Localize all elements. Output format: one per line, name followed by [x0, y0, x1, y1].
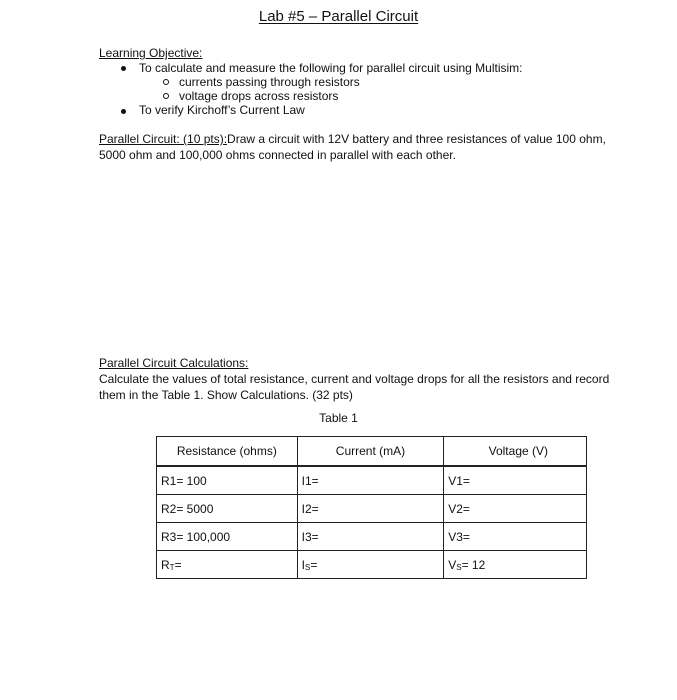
table-header-row: [157, 437, 587, 467]
results-table: [156, 436, 587, 579]
objective-subitem-currents: currents passing through resistors: [179, 75, 360, 89]
is-main: I: [301, 557, 306, 572]
parallel-circuit-heading: Parallel Circuit: (10 pts):: [99, 132, 228, 146]
objective-subitem-voltages: voltage drops across resistors: [179, 89, 339, 103]
table-row: [157, 466, 587, 495]
table-row-total: [157, 551, 587, 579]
cell-i3[interactable]: I3=: [297, 523, 444, 551]
cell-v1[interactable]: V1=: [444, 466, 587, 495]
sub-bullet-circle-icon: [163, 93, 169, 99]
table-row: [157, 495, 587, 523]
objective-item-2: To verify Kirchoff’s Current Law: [139, 103, 305, 117]
cell-r2: R2= 5000: [157, 495, 298, 523]
is-sub: S: [305, 562, 311, 572]
calculations-section: [99, 355, 609, 403]
cell-is[interactable]: [297, 551, 444, 579]
rt-tail: =: [174, 557, 182, 572]
cell-vs[interactable]: [444, 551, 587, 579]
is-tail: =: [310, 557, 318, 572]
objective-item-1: To calculate and measure the following for parallel circuit using Multisim:: [139, 61, 523, 75]
parallel-circuit-line1: Draw a circuit with 12V battery and three resistances of value 100 ohm,: [227, 132, 606, 146]
calculations-heading: Parallel Circuit Calculations:: [99, 356, 249, 370]
page-title: Lab #5 – Parallel Circuit: [258, 8, 419, 25]
header-voltage: Voltage (V): [444, 437, 587, 467]
rt-main: R: [161, 557, 170, 572]
header-resistance: Resistance (ohms): [157, 437, 298, 467]
bullet-dot-icon: [121, 109, 126, 114]
cell-i1[interactable]: I1=: [297, 466, 444, 495]
table-row: [157, 523, 587, 551]
rt-sub: T: [169, 562, 175, 572]
sub-bullet-circle-icon: [163, 79, 169, 85]
header-current: Current (mA): [297, 437, 444, 467]
cell-r3: R3= 100,000: [157, 523, 298, 551]
vs-sub: S: [456, 562, 462, 572]
parallel-circuit-line2: 5000 ohm and 100,000 ohms connected in parallel with each other.: [99, 148, 456, 162]
learning-objective-heading: Learning Objective:: [99, 46, 203, 60]
parallel-circuit-section: [99, 131, 606, 163]
cell-v3[interactable]: V3=: [444, 523, 587, 551]
vs-tail: = 12: [461, 557, 486, 572]
calculations-line2: them in the Table 1. Show Calculations. (32 pts): [99, 388, 353, 402]
vs-main: V: [448, 557, 457, 572]
cell-i2[interactable]: I2=: [297, 495, 444, 523]
bullet-dot-icon: [121, 66, 126, 71]
cell-r1: R1= 100: [157, 466, 298, 495]
cell-rt: [157, 551, 298, 579]
cell-v2[interactable]: V2=: [444, 495, 587, 523]
table-caption: Table 1: [319, 411, 358, 425]
calculations-line1: Calculate the values of total resistance, current and voltage drops for all the resistors and record: [99, 372, 610, 386]
